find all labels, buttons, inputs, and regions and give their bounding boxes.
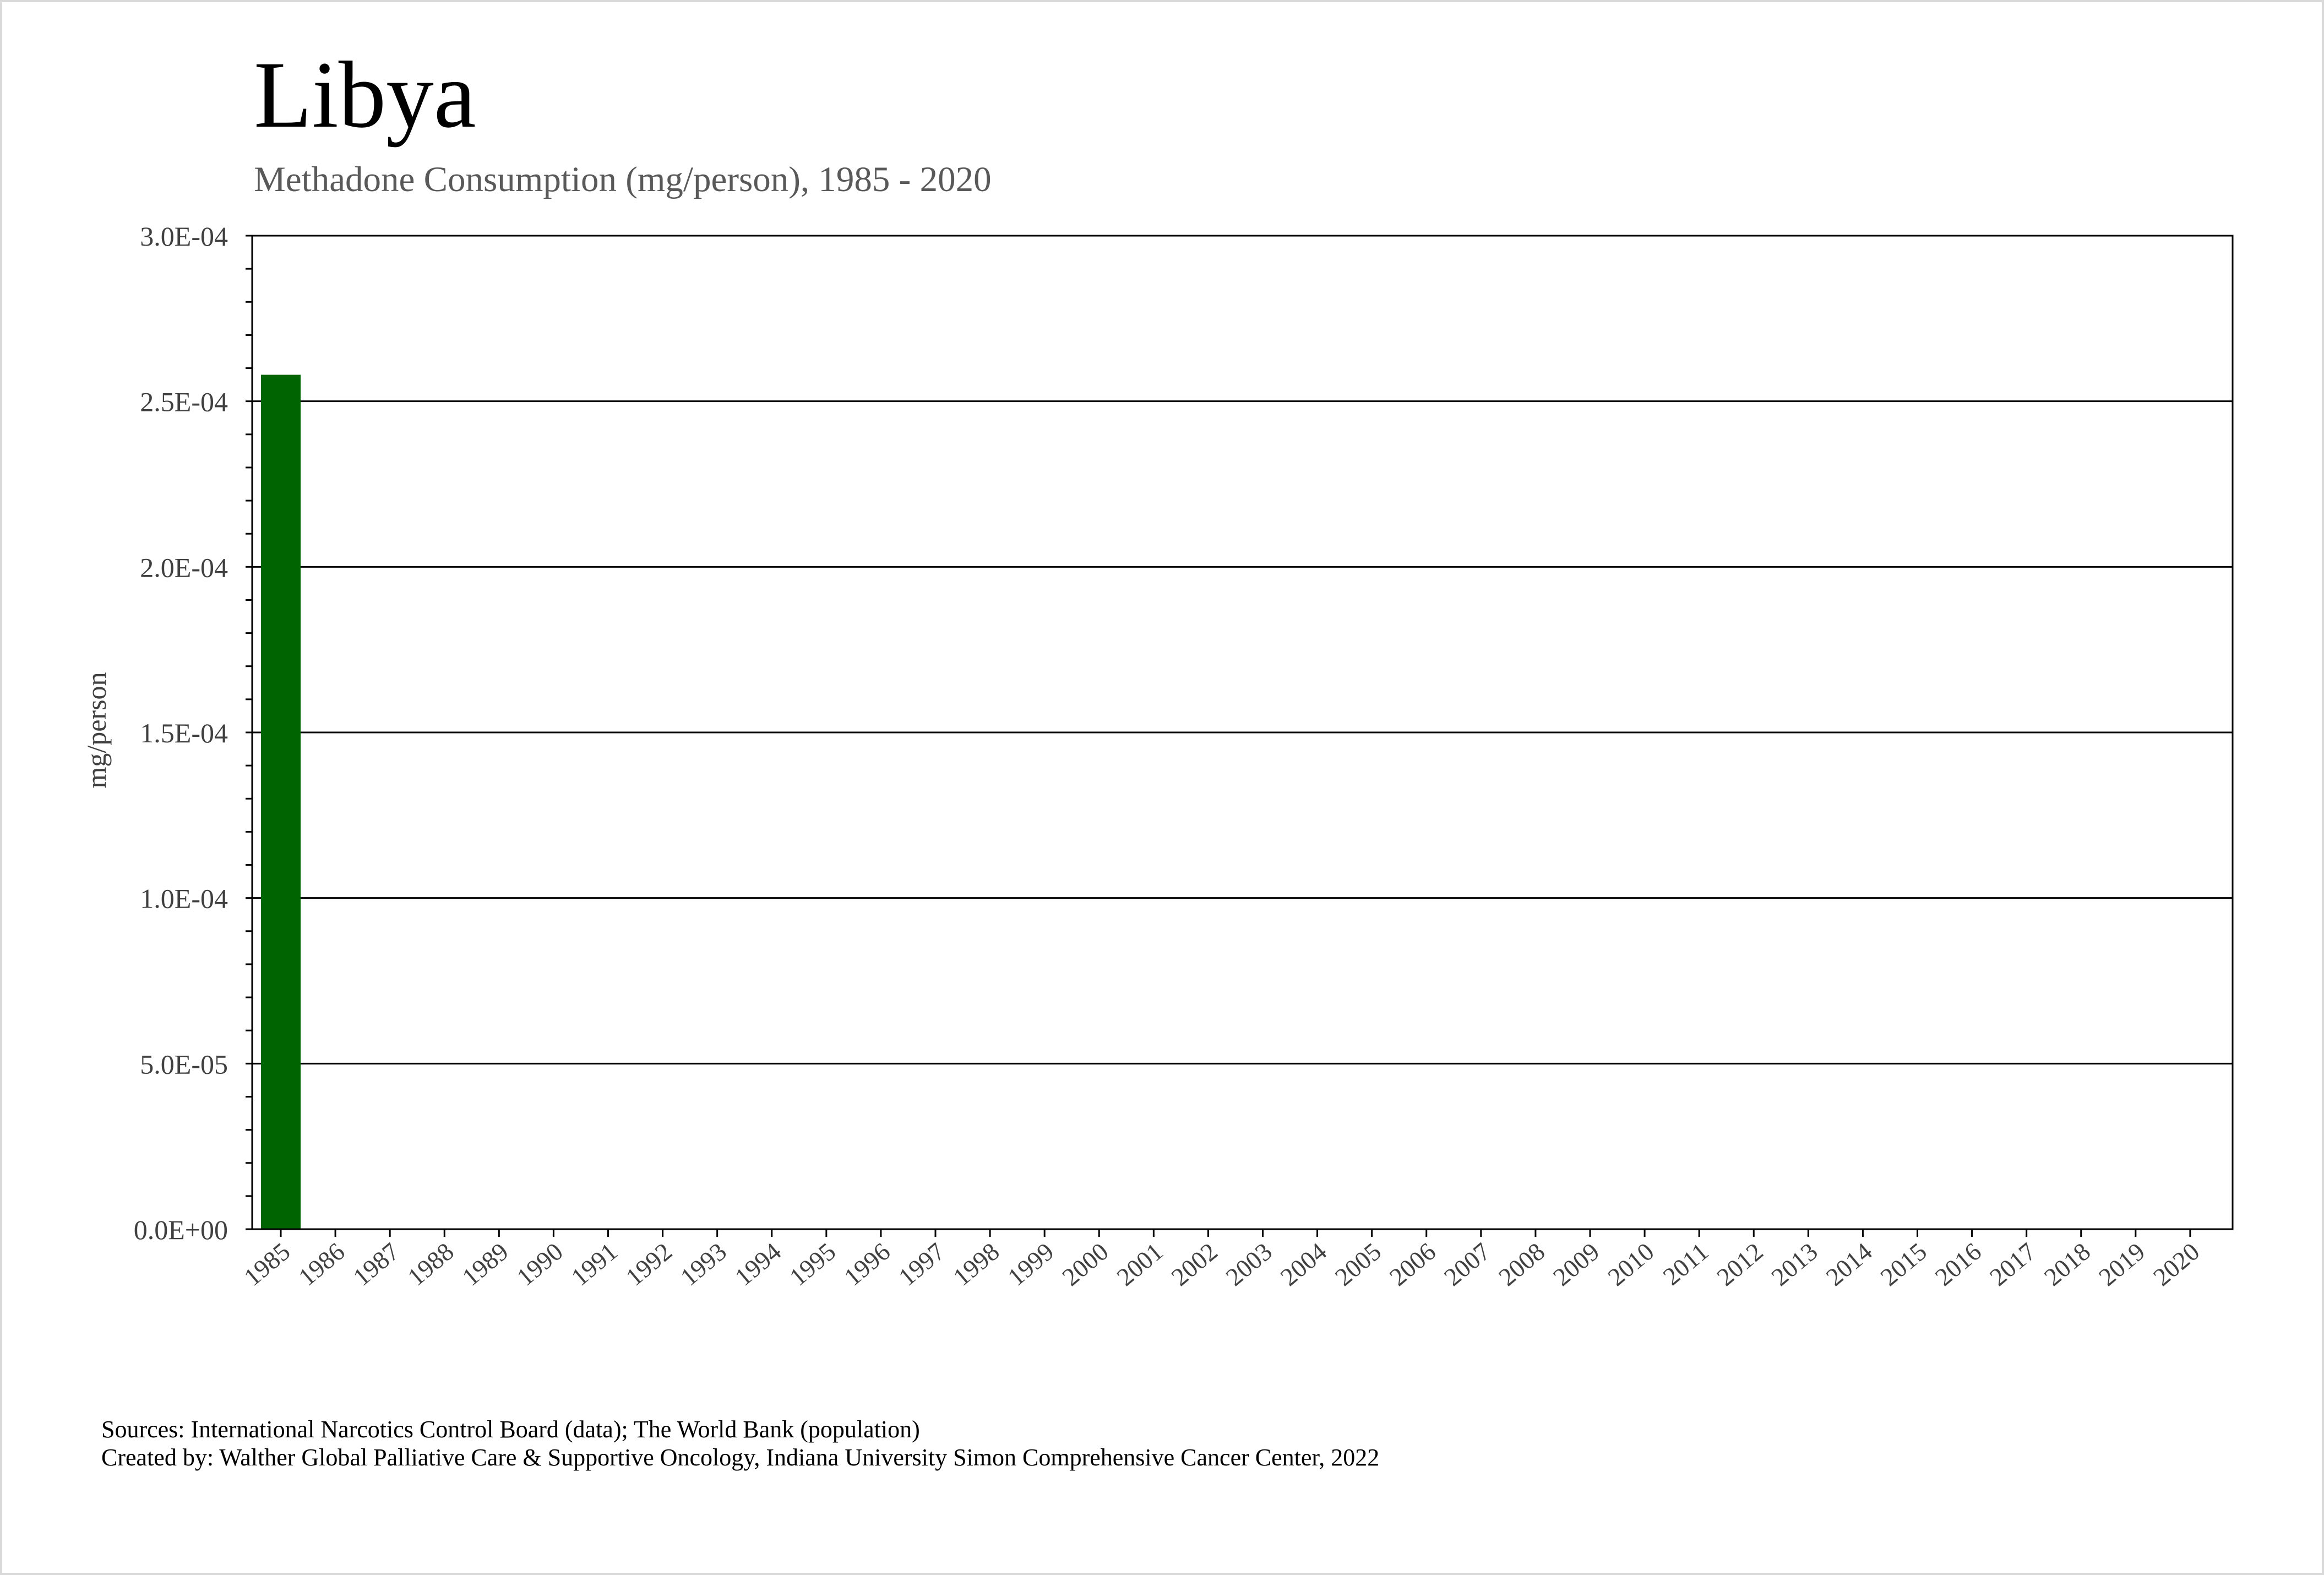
x-tick-label: 1998 [948,1237,1005,1291]
x-tick-label: 1988 [402,1237,459,1291]
y-tick-label: 2.5E-04 [140,386,228,417]
x-tick-label: 2000 [1057,1237,1114,1291]
x-tick-label: 1996 [839,1237,896,1291]
y-tick-label: 1.5E-04 [140,718,228,748]
y-tick-label: 3.0E-04 [140,221,228,252]
y-tick-label: 5.0E-05 [140,1049,228,1080]
chart-title: Libya [254,42,476,148]
x-tick-labels [238,1229,2205,1291]
x-tick-label: 2001 [1111,1237,1168,1291]
footer-sources: Sources: International Narcotics Control Board (data); The World Bank (population) [101,1416,920,1443]
x-tick-label: 2018 [2038,1237,2096,1291]
x-tick-label: 1995 [784,1237,841,1291]
chart-subtitle: Methadone Consumption (mg/person), 1985 - 2020 [254,160,992,199]
bars [261,375,301,1229]
x-tick-label: 1991 [565,1237,623,1291]
x-tick-label: 2014 [1820,1237,1877,1291]
x-tick-label: 1985 [238,1237,296,1291]
y-tick-label: 2.0E-04 [140,552,228,583]
x-tick-label: 1987 [347,1237,405,1291]
x-tick-label: 1993 [674,1237,732,1291]
gridlines [252,401,2233,1064]
x-tick-label: 1989 [456,1237,514,1291]
x-tick-label: 2016 [1929,1237,1987,1291]
x-tick-label: 2020 [2148,1237,2205,1291]
x-tick-label: 2006 [1384,1237,1441,1291]
x-tick-label: 1994 [729,1237,787,1291]
y-tick-label: 0.0E+00 [133,1214,228,1245]
footer-created-by: Created by: Walther Global Palliative Care & Supportive Oncology, Indiana University Simon Comprehensive Cancer Center, 2022 [101,1444,1380,1471]
x-tick-label: 2005 [1329,1237,1387,1291]
x-tick-label: 2007 [1439,1237,1496,1291]
bar-1985 [261,375,301,1229]
x-tick-label: 2008 [1493,1237,1550,1291]
x-tick-label: 2010 [1602,1237,1659,1291]
x-tick-label: 2015 [1875,1237,1932,1291]
x-tick-label: 2011 [1657,1237,1714,1291]
y-tick-label: 1.0E-04 [140,883,228,914]
chart [2,2,2322,1573]
x-tick-label: 2003 [1220,1237,1277,1291]
x-tick-label: 1997 [893,1237,950,1291]
x-tick-label: 2012 [1711,1237,1768,1291]
x-tick-label: 2019 [2093,1237,2151,1291]
x-tick-label: 2004 [1275,1237,1332,1291]
y-minor-ticks [246,236,252,1229]
y-tick-labels [134,221,228,1245]
x-tick-label: 2002 [1166,1237,1223,1291]
x-tick-label: 1992 [620,1237,678,1291]
y-axis-title: mg/person [81,672,112,789]
x-tick-label: 2017 [1984,1237,2042,1291]
x-tick-label: 1986 [293,1237,350,1291]
x-tick-label: 1990 [511,1237,568,1291]
x-tick-label: 1999 [1002,1237,1059,1291]
x-tick-label: 2013 [1766,1237,1823,1291]
x-tick-label: 2009 [1548,1237,1605,1291]
